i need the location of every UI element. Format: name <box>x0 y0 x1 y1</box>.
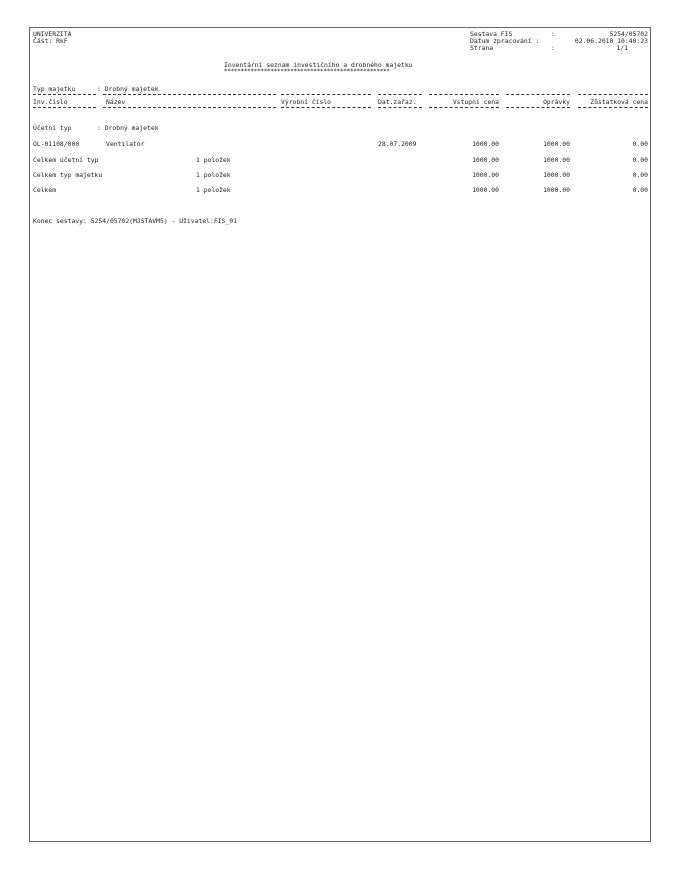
title-underline: ************************************************** <box>224 68 390 75</box>
header-rule-serial <box>281 107 371 108</box>
page-number: 1/1 <box>616 44 628 52</box>
total-input-price: 1000.00 <box>472 171 499 179</box>
asset-type-label: Typ majetku <box>33 85 76 93</box>
col-depreciation: Oprávky <box>543 98 570 106</box>
col-name: Název <box>106 98 126 106</box>
row-date: 28.07.2009 <box>378 140 417 148</box>
total-residual: 0.00 <box>632 171 648 179</box>
col-serial: Výrobní číslo <box>281 98 332 106</box>
asset-type-rule-3 <box>281 94 371 95</box>
col-inv-number: Inv.číslo <box>33 98 68 106</box>
asset-type-rule-5 <box>429 94 499 95</box>
accounting-type-label: Účetní typ <box>33 124 72 132</box>
total-count: 1 položek <box>196 156 231 164</box>
col-input-price: Vstupní cena <box>452 98 499 106</box>
total-input-price: 1000.00 <box>472 156 499 164</box>
row-name: Ventilator <box>106 140 145 148</box>
asset-type-rule-2 <box>103 94 276 95</box>
col-residual: Zůstatková cena <box>590 98 648 106</box>
asset-type-value: : Drobný majetek <box>97 85 159 93</box>
header-rule-residual <box>578 107 648 108</box>
org-part: Část: RkF <box>33 37 68 45</box>
col-date: Dat.zařaz. <box>378 98 417 106</box>
header-rule-date <box>378 107 422 108</box>
total-depreciation: 1000.00 <box>543 156 570 164</box>
asset-type-rule-7 <box>578 94 648 95</box>
accounting-type-value: : Drobný majetek <box>97 124 159 132</box>
total-label: Celkem <box>33 186 57 194</box>
row-input-price: 1000.00 <box>472 140 499 148</box>
total-count: 1 položek <box>196 171 231 179</box>
report-title: Inventární seznam investičního a drobného majetku <box>224 61 413 69</box>
asset-type-rule-6 <box>506 94 570 95</box>
header-rule-name <box>103 107 276 108</box>
header-rule-inv <box>33 107 96 108</box>
total-label: Celkem typ majetku <box>33 171 103 179</box>
total-count: 1 položek <box>196 186 231 194</box>
date-label: Datum zpracování : <box>470 37 540 45</box>
page-colon: : <box>551 44 555 52</box>
row-depreciation: 1000.00 <box>543 140 570 148</box>
total-input-price: 1000.00 <box>472 186 499 194</box>
report-page <box>29 27 651 842</box>
header-rule-input <box>429 107 499 108</box>
total-depreciation: 1000.00 <box>543 186 570 194</box>
report-colon: : <box>551 30 555 38</box>
report-label: Sestava FIS <box>470 30 513 38</box>
date-value: 02.06.2010 10:40:23 <box>574 37 648 45</box>
total-residual: 0.00 <box>632 186 648 194</box>
page-label: Strana <box>470 44 494 52</box>
header-rule-depr <box>506 107 570 108</box>
total-depreciation: 1000.00 <box>543 171 570 179</box>
total-label: Celkem účetní typ <box>33 156 99 164</box>
org-name: UNIVERZITA <box>33 30 72 38</box>
total-residual: 0.00 <box>632 156 648 164</box>
asset-type-rule <box>33 94 96 95</box>
report-footer: Konec sestavy: 5254/05702(MJSTAVM5) - Uživatel:FIS_01 <box>33 217 237 225</box>
asset-type-rule-4 <box>378 94 422 95</box>
row-residual: 0.00 <box>632 140 648 148</box>
report-number: 5254/05702 <box>609 30 648 38</box>
row-inv-number: OL-01108/000 <box>33 140 80 148</box>
